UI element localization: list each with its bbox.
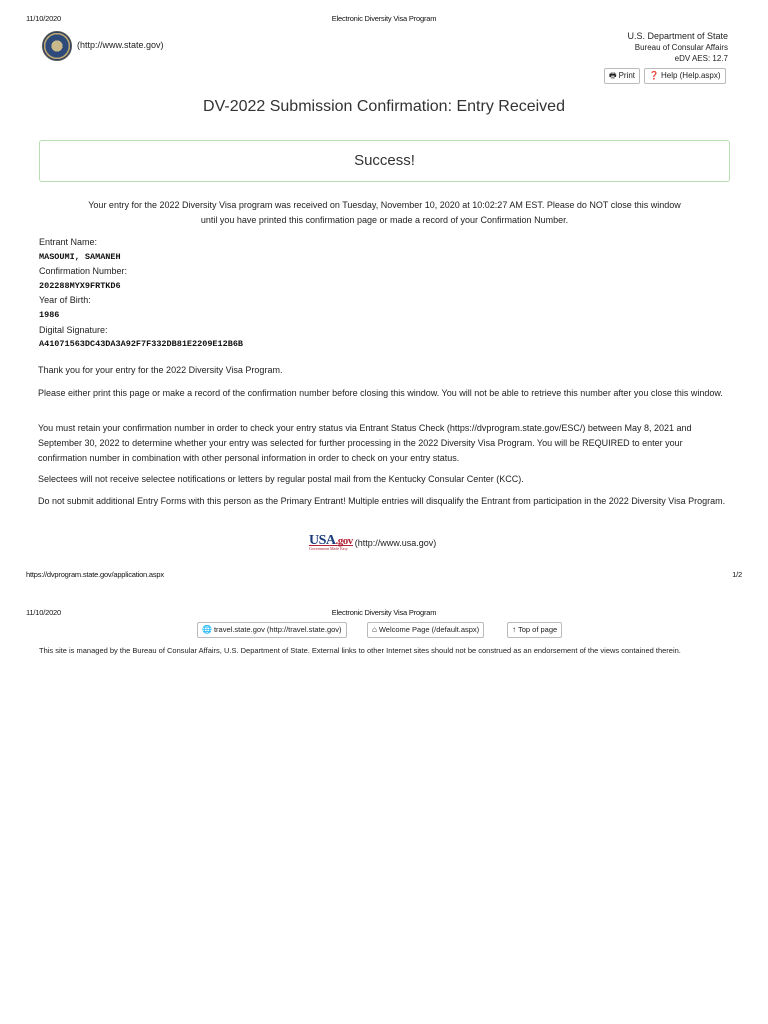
print-button[interactable] bbox=[604, 68, 640, 84]
entrant-name-value: MASOUMI, SAMANEH bbox=[39, 251, 121, 262]
page2-header-title: Electronic Diversity Visa Program bbox=[331, 608, 437, 617]
usa-gov-link-text[interactable]: (http://www.usa.gov) bbox=[354, 538, 437, 548]
department-name: U.S. Department of State bbox=[627, 31, 728, 41]
received-notice-line1: Your entry for the 2022 Diversity Visa program was received on Tuesday, November 10, 2020 at 10:02:27 AM EST. Please do NOT close this window bbox=[88, 200, 681, 210]
received-notice bbox=[40, 198, 729, 228]
print-instruction-text: Please either print this page or make a record of the confirmation number before closing this window. You will not be able to retrieve this number after you close this window. bbox=[38, 388, 723, 398]
welcome-page-button[interactable] bbox=[367, 622, 484, 638]
retain-confirmation-text: You must retain your confirmation number in order to check your entry status via Entrant Status Check (https://dvprogram.state.gov/ESC/) between May 8, 2021 and September 30, 2022 to determine whether your entry was selected for further processing in the 2022 Diversity Visa Program. You will be REQUIRED to enter your confirmation number in combination with other personal information in order to check on your entry status. bbox=[38, 423, 692, 463]
travel-state-gov-button[interactable] bbox=[197, 622, 347, 638]
print-button-label: Print bbox=[618, 71, 636, 80]
globe-icon: 🌐 bbox=[202, 625, 212, 634]
year-of-birth-value: 1986 bbox=[39, 309, 60, 320]
usa-gov-link[interactable] bbox=[309, 533, 436, 555]
help-button-label: Help (Help.aspx) bbox=[660, 71, 721, 80]
selectee-notice-text: Selectees will not receive selectee notifications or letters by regular postal mail from the Kentucky Consular Center (KCC). bbox=[38, 474, 524, 484]
site-disclaimer: This site is managed by the Bureau of Consular Affairs, U.S. Department of State. External links to other Internet sites should not be construed as an endorsement of the views contained therein. bbox=[39, 646, 681, 655]
welcome-page-label: Welcome Page (/default.aspx) bbox=[378, 625, 480, 634]
digital-signature-value: A41071563DC43DA3A92F7F332DB81E2209E12B6B bbox=[39, 339, 244, 350]
confirmation-number-label: Confirmation Number: bbox=[39, 266, 128, 277]
arrow-up-icon: ↑ bbox=[512, 625, 516, 634]
usa-gov-logo[interactable] bbox=[309, 533, 353, 551]
print-header-date: 11/10/2020 bbox=[26, 14, 61, 23]
received-notice-line2: until you have printed this confirmation page or made a record of your Confirmation Number. bbox=[200, 215, 569, 225]
travel-state-gov-label: travel.state.gov (http://travel.state.gov) bbox=[213, 625, 342, 634]
print-footer-page-number: 1/2 bbox=[732, 570, 742, 579]
department-block bbox=[627, 31, 728, 64]
usa-gov-logo-gov: .gov bbox=[335, 535, 353, 547]
success-alert: Success! bbox=[39, 140, 730, 182]
print-footer-url: https://dvprogram.state.gov/application.aspx bbox=[26, 570, 164, 579]
print-header-title: Electronic Diversity Visa Program bbox=[331, 14, 437, 23]
top-of-page-button[interactable] bbox=[507, 622, 562, 638]
year-of-birth-label: Year of Birth: bbox=[39, 295, 91, 306]
entry-details bbox=[39, 235, 243, 352]
multiple-entries-warning: Do not submit additional Entry Forms with this person as the Primary Entrant! Multiple entries will disqualify the Entrant from participation in the 2022 Diversity Visa Program. bbox=[38, 496, 726, 506]
page2-header-date: 11/10/2020 bbox=[26, 608, 61, 617]
usa-gov-logo-main: USA bbox=[309, 533, 336, 548]
confirmation-number-value: 202288MYX9FRTKD6 bbox=[39, 280, 121, 291]
usa-gov-logo-tagline: Government Made Easy bbox=[309, 545, 353, 551]
print-icon: 🖶 bbox=[609, 71, 617, 80]
page-title: DV-2022 Submission Confirmation: Entry Received bbox=[203, 98, 565, 115]
entrant-name-label: Entrant Name: bbox=[39, 237, 98, 247]
state-gov-link[interactable]: (http://www.state.gov) bbox=[77, 40, 164, 50]
home-icon: ⌂ bbox=[372, 625, 377, 634]
question-circle-icon: ❓ bbox=[649, 71, 659, 80]
bureau-name: Bureau of Consular Affairs bbox=[634, 43, 728, 52]
state-department-seal-icon[interactable] bbox=[42, 31, 72, 61]
digital-signature-label: Digital Signature: bbox=[39, 324, 108, 335]
version-label: eDV AES: 12.7 bbox=[674, 54, 728, 63]
thank-you-text: Thank you for your entry for the 2022 Diversity Visa Program. bbox=[38, 365, 283, 375]
top-of-page-label: Top of page bbox=[518, 625, 558, 634]
help-button[interactable] bbox=[644, 68, 726, 84]
